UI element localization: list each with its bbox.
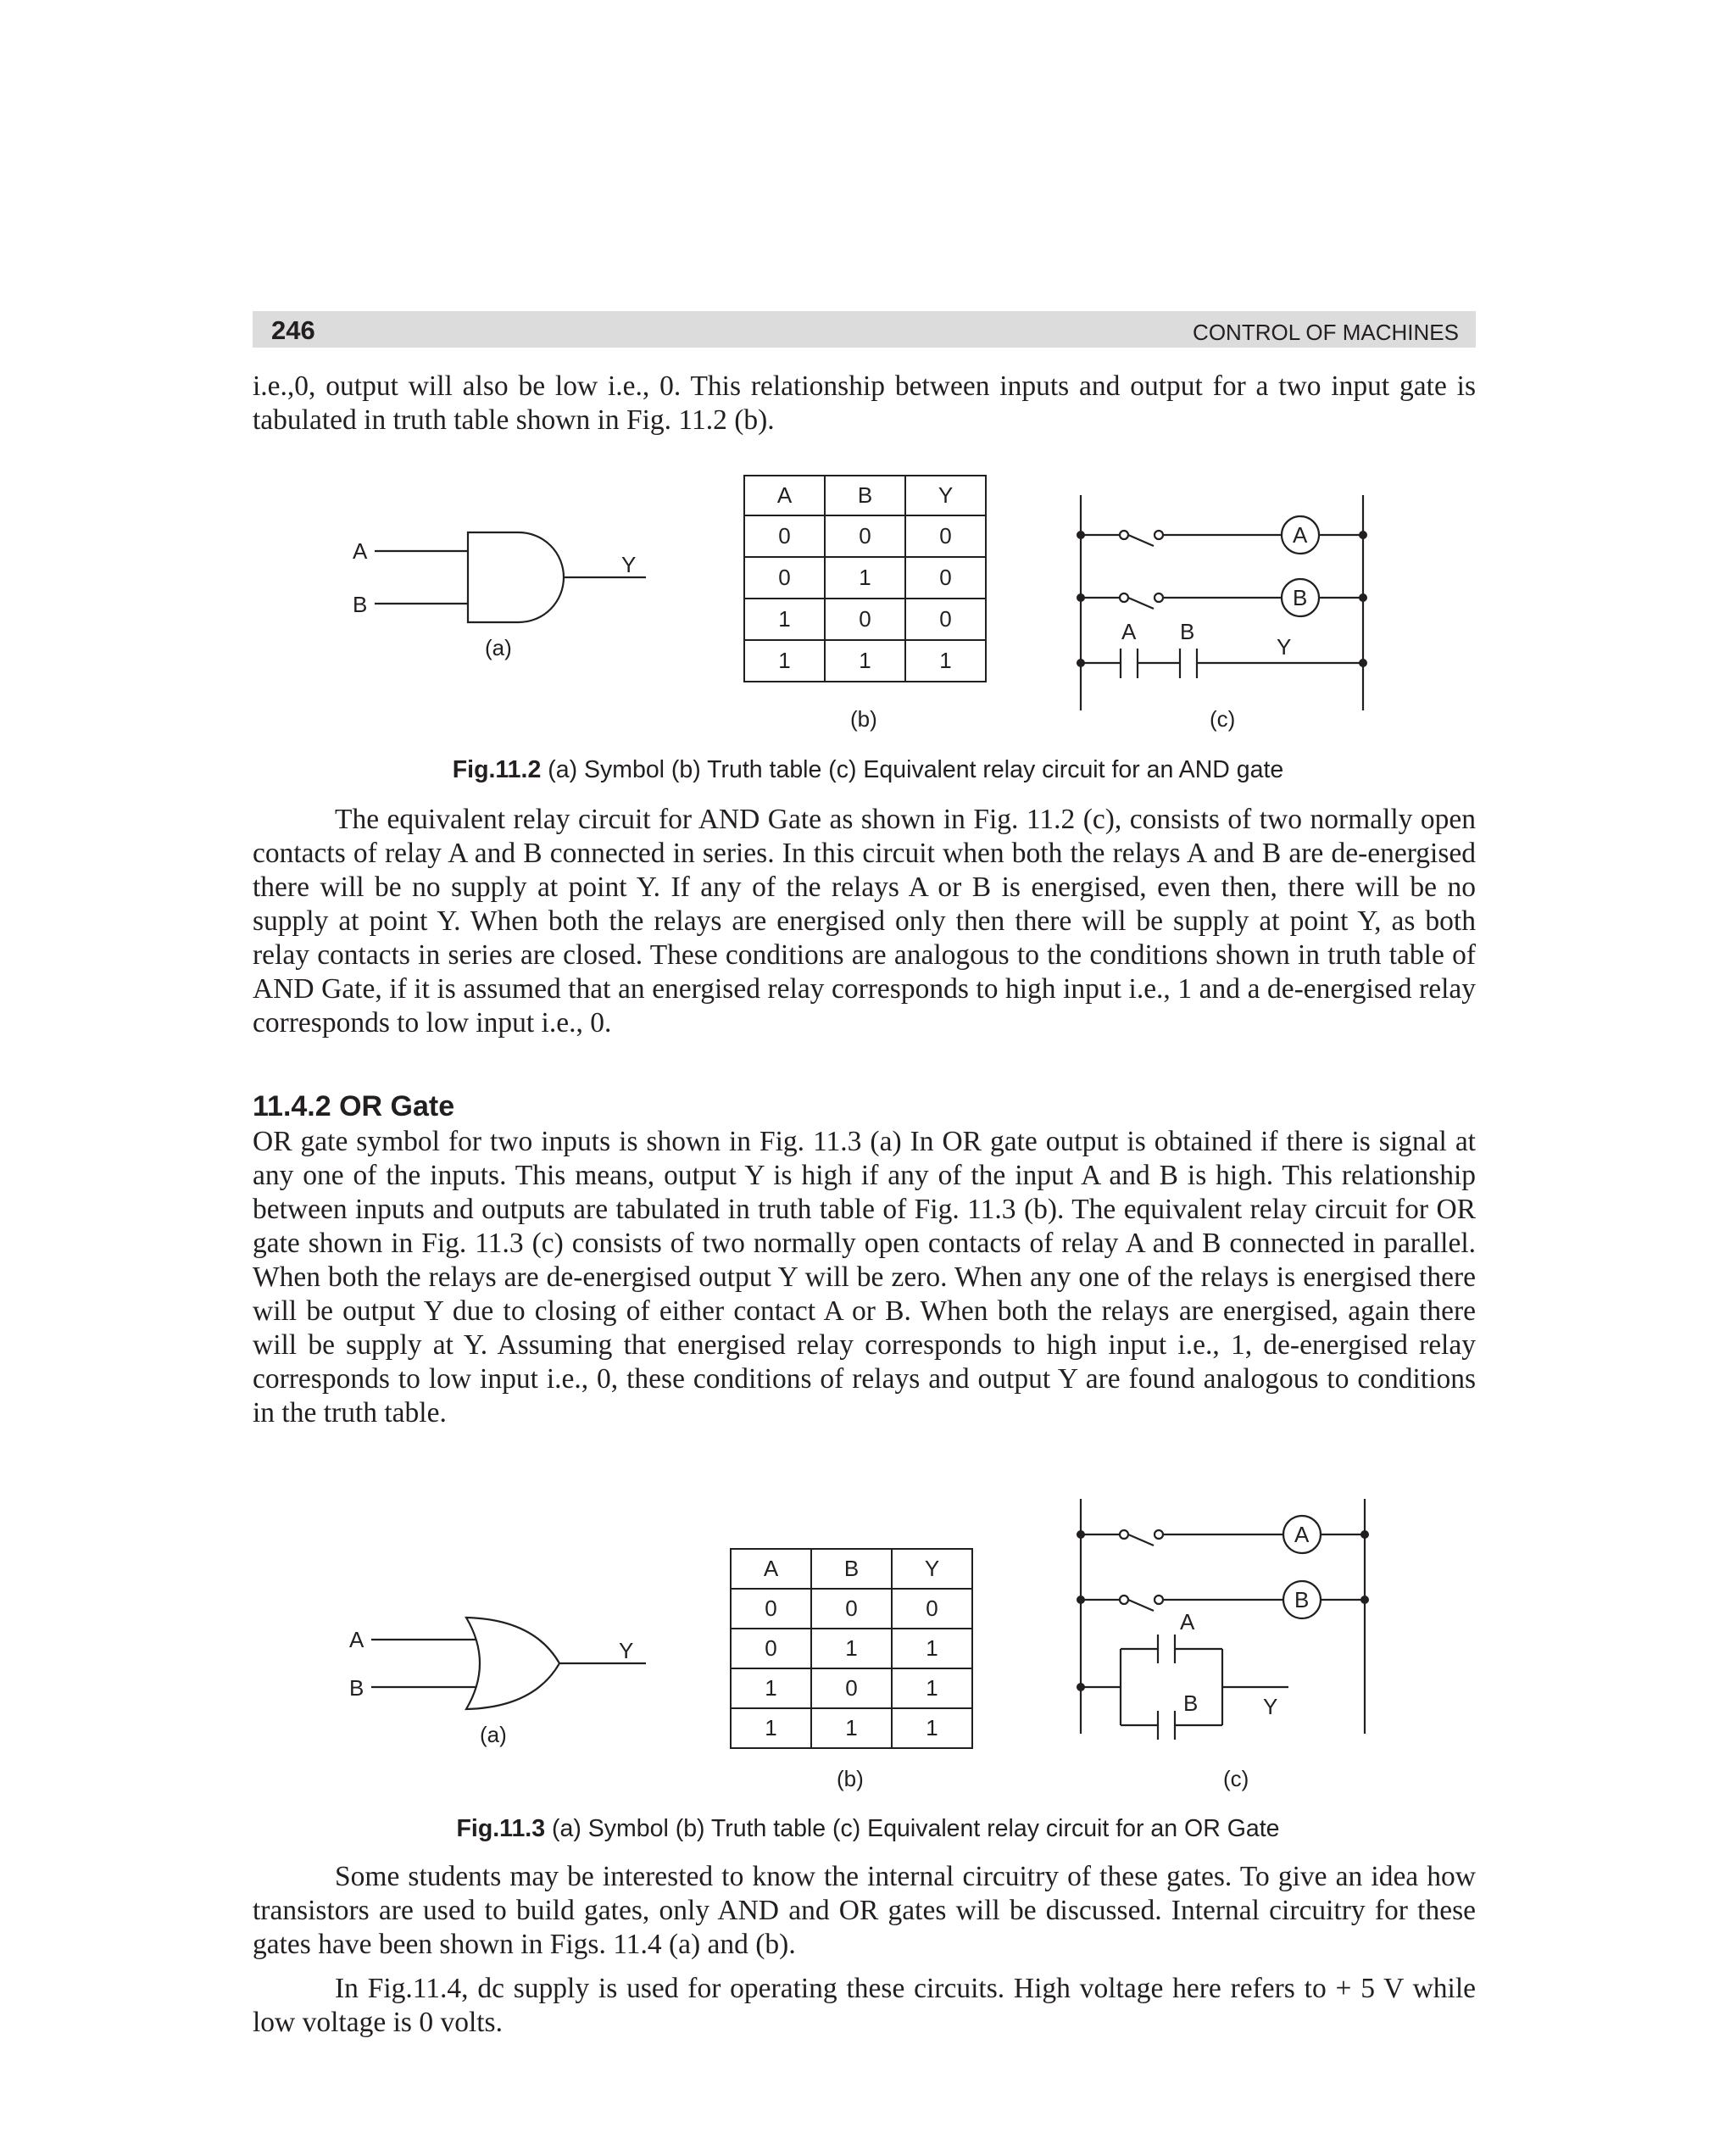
and-table-header-a: A [744,476,825,515]
and-sub-b-label: (b) [850,706,877,732]
and-relay-b-label: B [1293,585,1308,610]
and-table-cell: 0 [744,557,825,599]
figure-11-3-label: Fig.11.3 [456,1815,546,1842]
and-table-cell: 0 [905,515,986,557]
figure-11-2-caption [0,755,1736,785]
and-contact-a-label: A [1121,619,1137,644]
and-point-y-label: Y [1277,634,1292,660]
or-relay-b-label: B [1294,1587,1310,1612]
or-table-header-a: A [731,1549,811,1589]
and-input-a-label: A [353,538,368,564]
and-table-cell: 0 [744,515,825,557]
or-table-cell: 1 [892,1708,972,1748]
or-relay-a-label: A [1294,1522,1310,1547]
or-table-header-b: B [811,1549,892,1589]
and-sub-a-label: (a) [485,635,512,660]
paragraph-2: The equivalent relay circuit for AND Gate as shown in Fig. 11.2 (c), consists of two normally open contacts of relay A and B connected in series. In this circuit when both the relays A and B are de-energised there will be no supply at point Y. If any of the relays A or B is energised, even then, there will be no supply at point Y. When both the relays are energised only then there will be supply at point Y, as both relay contacts in series are closed. These conditions are analogous to the conditions shown in truth table of AND Gate, if it is assumed that an energised relay corresponds to high input i.e., 1 and a de-energised relay corresponds to low input i.e., 0. [253,804,1476,1039]
and-table-cell: 1 [905,640,986,682]
paragraph-1: i.e.,0, output will also be low i.e., 0. This relationship between inputs and output for a two input gate is tabulated in truth table shown in Fig. 11.2 (b). [253,370,1476,436]
and-table-cell: 0 [905,557,986,599]
and-table-cell: 1 [744,640,825,682]
or-table-cell: 0 [892,1589,972,1629]
section-heading: 11.4.2 OR Gate [253,1090,455,1122]
running-title: CONTROL OF MACHINES [1193,320,1459,345]
figure-11-2-label: Fig.11.2 [452,756,542,783]
and-table-cell: 1 [825,557,905,599]
page-number: 246 [271,315,315,345]
and-table-header-b: B [825,476,905,515]
or-input-b-label: B [349,1675,364,1701]
and-table-header-y: Y [905,476,986,515]
or-input-a-label: A [349,1627,364,1652]
or-table-cell: 0 [811,1668,892,1708]
and-relay-a-label: A [1293,522,1308,548]
or-sub-a-label: (a) [480,1722,507,1747]
and-relay-circuit [0,475,1736,746]
or-point-y-label: Y [1263,1694,1278,1719]
and-table-cell: 1 [825,640,905,682]
or-table-cell: 0 [731,1589,811,1629]
and-table-cell: 0 [825,599,905,640]
or-table-cell: 1 [892,1668,972,1708]
or-sub-b-label: (b) [837,1766,864,1791]
or-table-cell: 1 [731,1708,811,1748]
and-table-cell: 0 [825,515,905,557]
paragraph-4: Some students may be interested to know the internal circuitry of these gates. To give an idea how transistors are used to build gates, only AND and OR gates will be discussed. Internal circuitry for these gates have been shown in Figs. 11.4 (a) and (b). [253,1861,1476,1960]
or-output-y-label: Y [619,1638,634,1663]
figure-11-3-caption [0,1813,1736,1844]
or-table-cell: 0 [731,1629,811,1668]
or-table-cell: 1 [811,1629,892,1668]
paragraph-3: OR gate symbol for two inputs is shown in Fig. 11.3 (a) In OR gate output is obtained if there is signal at any one of the inputs. This means, output Y is high if any of the input A and B is high. This relationship between inputs and outputs are tabulated in truth table of Fig. 11.3 (b). The equivalent relay circuit for OR gate shown in Fig. 11.3 (c) consists of two normally open contacts of relay A and B connected in parallel. When both the relays are de-energised output Y will be zero. When any one of the relays is energised there will be output Y due to closing of either contact A or B. When both the relays are energised, again there will be supply at Y. Assuming that energised relay corresponds to high input i.e., 1, de-energised relay corresponds to low input i.e., 0, these conditions of relays and output Y are found analogous to conditions in the truth table. [253,1126,1476,1428]
or-sub-c-label: (c) [1223,1766,1249,1791]
and-input-b-label: B [353,592,368,617]
and-contact-b-label: B [1180,619,1195,644]
paragraph-5: In Fig.11.4, dc supply is used for operating these circuits. High voltage here refers to + 5 V while low voltage is 0 volts. [253,1973,1476,2038]
and-output-y-label: Y [621,552,637,577]
or-contact-a-label: A [1180,1609,1195,1635]
or-relay-circuit [0,1492,1736,1772]
or-table-cell: 0 [811,1589,892,1629]
or-contact-b-label: B [1183,1690,1199,1716]
or-table-cell: 1 [892,1629,972,1668]
figure-11-3-caption-text: (a) Symbol (b) Truth table (c) Equivalent relay circuit for an OR Gate [545,1815,1280,1842]
or-table-cell: 1 [731,1668,811,1708]
or-table-cell: 1 [811,1708,892,1748]
and-table-cell: 0 [905,599,986,640]
and-table-cell: 1 [744,599,825,640]
or-table-header-y: Y [892,1549,972,1589]
and-sub-c-label: (c) [1210,706,1236,732]
figure-11-2-caption-text: (a) Symbol (b) Truth table (c) Equivalent relay circuit for an AND gate [541,756,1284,783]
